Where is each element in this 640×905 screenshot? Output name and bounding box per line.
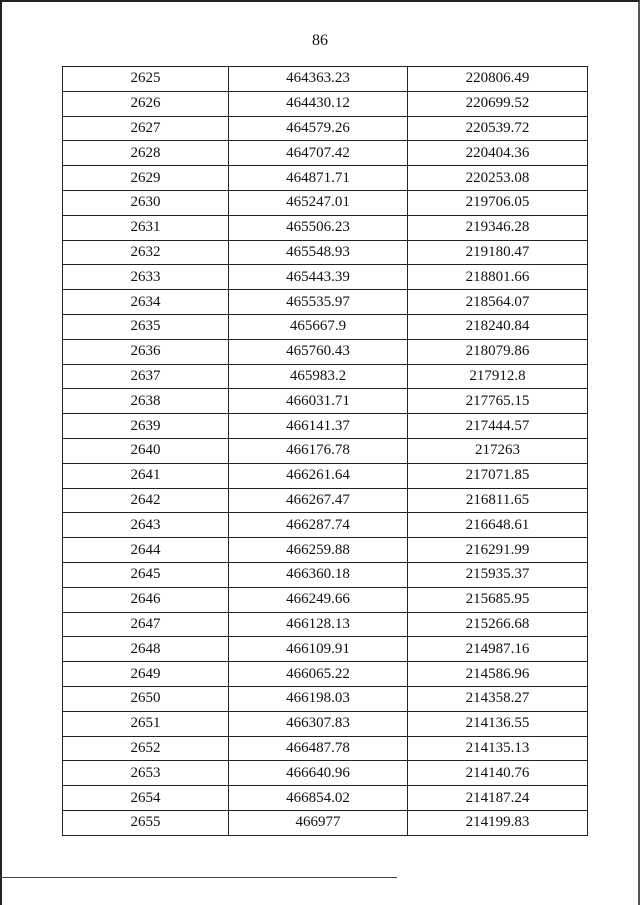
y-coordinate-cell: 214140.76 xyxy=(408,761,588,786)
x-coordinate-cell: 466261.64 xyxy=(229,463,408,488)
point-number-cell: 2644 xyxy=(63,538,229,563)
table-row xyxy=(63,116,588,141)
x-coordinate-cell: 466977 xyxy=(229,810,408,835)
table-row xyxy=(63,513,588,538)
point-number-cell: 2649 xyxy=(63,662,229,687)
point-number-cell: 2630 xyxy=(63,190,229,215)
y-coordinate-cell: 215935.37 xyxy=(408,562,588,587)
point-number-cell: 2654 xyxy=(63,786,229,811)
table-row xyxy=(63,711,588,736)
x-coordinate-cell: 465247.01 xyxy=(229,190,408,215)
y-coordinate-cell: 214358.27 xyxy=(408,686,588,711)
y-coordinate-cell: 217444.57 xyxy=(408,414,588,439)
point-number-cell: 2637 xyxy=(63,364,229,389)
x-coordinate-cell: 466307.83 xyxy=(229,711,408,736)
y-coordinate-cell: 215685.95 xyxy=(408,587,588,612)
table-row xyxy=(63,562,588,587)
table-row xyxy=(63,538,588,563)
table-row xyxy=(63,91,588,116)
x-coordinate-cell: 466198.03 xyxy=(229,686,408,711)
x-coordinate-cell: 464430.12 xyxy=(229,91,408,116)
point-number-cell: 2655 xyxy=(63,810,229,835)
x-coordinate-cell: 466267.47 xyxy=(229,488,408,513)
point-number-cell: 2633 xyxy=(63,265,229,290)
y-coordinate-cell: 220539.72 xyxy=(408,116,588,141)
x-coordinate-cell: 464363.23 xyxy=(229,67,408,92)
point-number-cell: 2642 xyxy=(63,488,229,513)
page-number: 86 xyxy=(312,32,328,49)
table-row xyxy=(63,314,588,339)
table-row xyxy=(63,810,588,835)
point-number-cell: 2638 xyxy=(63,389,229,414)
table-row xyxy=(63,265,588,290)
point-number-cell: 2643 xyxy=(63,513,229,538)
table-row xyxy=(63,141,588,166)
table-row xyxy=(63,67,588,92)
point-number-cell: 2632 xyxy=(63,240,229,265)
y-coordinate-cell: 220404.36 xyxy=(408,141,588,166)
x-coordinate-cell: 466031.71 xyxy=(229,389,408,414)
point-number-cell: 2651 xyxy=(63,711,229,736)
point-number-cell: 2629 xyxy=(63,166,229,191)
point-number-cell: 2636 xyxy=(63,339,229,364)
coordinates-table xyxy=(62,66,588,836)
x-coordinate-cell: 465535.97 xyxy=(229,290,408,315)
table-row xyxy=(63,463,588,488)
y-coordinate-cell: 216648.61 xyxy=(408,513,588,538)
y-coordinate-cell: 216291.99 xyxy=(408,538,588,563)
y-coordinate-cell: 214135.13 xyxy=(408,736,588,761)
x-coordinate-cell: 465760.43 xyxy=(229,339,408,364)
x-coordinate-cell: 466360.18 xyxy=(229,562,408,587)
y-coordinate-cell: 217912.8 xyxy=(408,364,588,389)
table-row xyxy=(63,364,588,389)
y-coordinate-cell: 216811.65 xyxy=(408,488,588,513)
x-coordinate-cell: 464871.71 xyxy=(229,166,408,191)
table-row xyxy=(63,240,588,265)
x-coordinate-cell: 466640.96 xyxy=(229,761,408,786)
y-coordinate-cell: 220699.52 xyxy=(408,91,588,116)
table-row xyxy=(63,761,588,786)
x-coordinate-cell: 466065.22 xyxy=(229,662,408,687)
y-coordinate-cell: 218079.86 xyxy=(408,339,588,364)
y-coordinate-cell: 220806.49 xyxy=(408,67,588,92)
coordinates-table-body xyxy=(63,67,588,836)
y-coordinate-cell: 217071.85 xyxy=(408,463,588,488)
y-coordinate-cell: 214136.55 xyxy=(408,711,588,736)
point-number-cell: 2635 xyxy=(63,314,229,339)
y-coordinate-cell: 214199.83 xyxy=(408,810,588,835)
y-coordinate-cell: 220253.08 xyxy=(408,166,588,191)
y-coordinate-cell: 219346.28 xyxy=(408,215,588,240)
point-number-cell: 2647 xyxy=(63,612,229,637)
y-coordinate-cell: 214187.24 xyxy=(408,786,588,811)
y-coordinate-cell: 217765.15 xyxy=(408,389,588,414)
y-coordinate-cell: 215266.68 xyxy=(408,612,588,637)
table-row xyxy=(63,488,588,513)
table-row xyxy=(63,414,588,439)
point-number-cell: 2628 xyxy=(63,141,229,166)
x-coordinate-cell: 466487.78 xyxy=(229,736,408,761)
table-row xyxy=(63,166,588,191)
point-number-cell: 2627 xyxy=(63,116,229,141)
point-number-cell: 2648 xyxy=(63,637,229,662)
x-coordinate-cell: 466176.78 xyxy=(229,438,408,463)
point-number-cell: 2639 xyxy=(63,414,229,439)
y-coordinate-cell: 218564.07 xyxy=(408,290,588,315)
footer-rule xyxy=(0,877,397,878)
table-row xyxy=(63,587,588,612)
x-coordinate-cell: 465506.23 xyxy=(229,215,408,240)
y-coordinate-cell: 214586.96 xyxy=(408,662,588,687)
x-coordinate-cell: 466128.13 xyxy=(229,612,408,637)
x-coordinate-cell: 464707.42 xyxy=(229,141,408,166)
table-row xyxy=(63,215,588,240)
y-coordinate-cell: 217263 xyxy=(408,438,588,463)
x-coordinate-cell: 465667.9 xyxy=(229,314,408,339)
table-row xyxy=(63,686,588,711)
point-number-cell: 2634 xyxy=(63,290,229,315)
table-row xyxy=(63,290,588,315)
y-coordinate-cell: 219706.05 xyxy=(408,190,588,215)
table-row xyxy=(63,389,588,414)
x-coordinate-cell: 466854.02 xyxy=(229,786,408,811)
point-number-cell: 2640 xyxy=(63,438,229,463)
x-coordinate-cell: 464579.26 xyxy=(229,116,408,141)
point-number-cell: 2631 xyxy=(63,215,229,240)
x-coordinate-cell: 465983.2 xyxy=(229,364,408,389)
point-number-cell: 2625 xyxy=(63,67,229,92)
point-number-cell: 2653 xyxy=(63,761,229,786)
table-row xyxy=(63,736,588,761)
table-row xyxy=(63,786,588,811)
x-coordinate-cell: 466141.37 xyxy=(229,414,408,439)
x-coordinate-cell: 465443.39 xyxy=(229,265,408,290)
x-coordinate-cell: 466249.66 xyxy=(229,587,408,612)
point-number-cell: 2650 xyxy=(63,686,229,711)
x-coordinate-cell: 466259.88 xyxy=(229,538,408,563)
y-coordinate-cell: 214987.16 xyxy=(408,637,588,662)
x-coordinate-cell: 466287.74 xyxy=(229,513,408,538)
point-number-cell: 2646 xyxy=(63,587,229,612)
point-number-cell: 2652 xyxy=(63,736,229,761)
table-row xyxy=(63,438,588,463)
y-coordinate-cell: 219180.47 xyxy=(408,240,588,265)
point-number-cell: 2626 xyxy=(63,91,229,116)
x-coordinate-cell: 465548.93 xyxy=(229,240,408,265)
y-coordinate-cell: 218801.66 xyxy=(408,265,588,290)
y-coordinate-cell: 218240.84 xyxy=(408,314,588,339)
table-row xyxy=(63,612,588,637)
point-number-cell: 2645 xyxy=(63,562,229,587)
table-row xyxy=(63,637,588,662)
table-row xyxy=(63,190,588,215)
point-number-cell: 2641 xyxy=(63,463,229,488)
table-row xyxy=(63,339,588,364)
x-coordinate-cell: 466109.91 xyxy=(229,637,408,662)
table-row xyxy=(63,662,588,687)
